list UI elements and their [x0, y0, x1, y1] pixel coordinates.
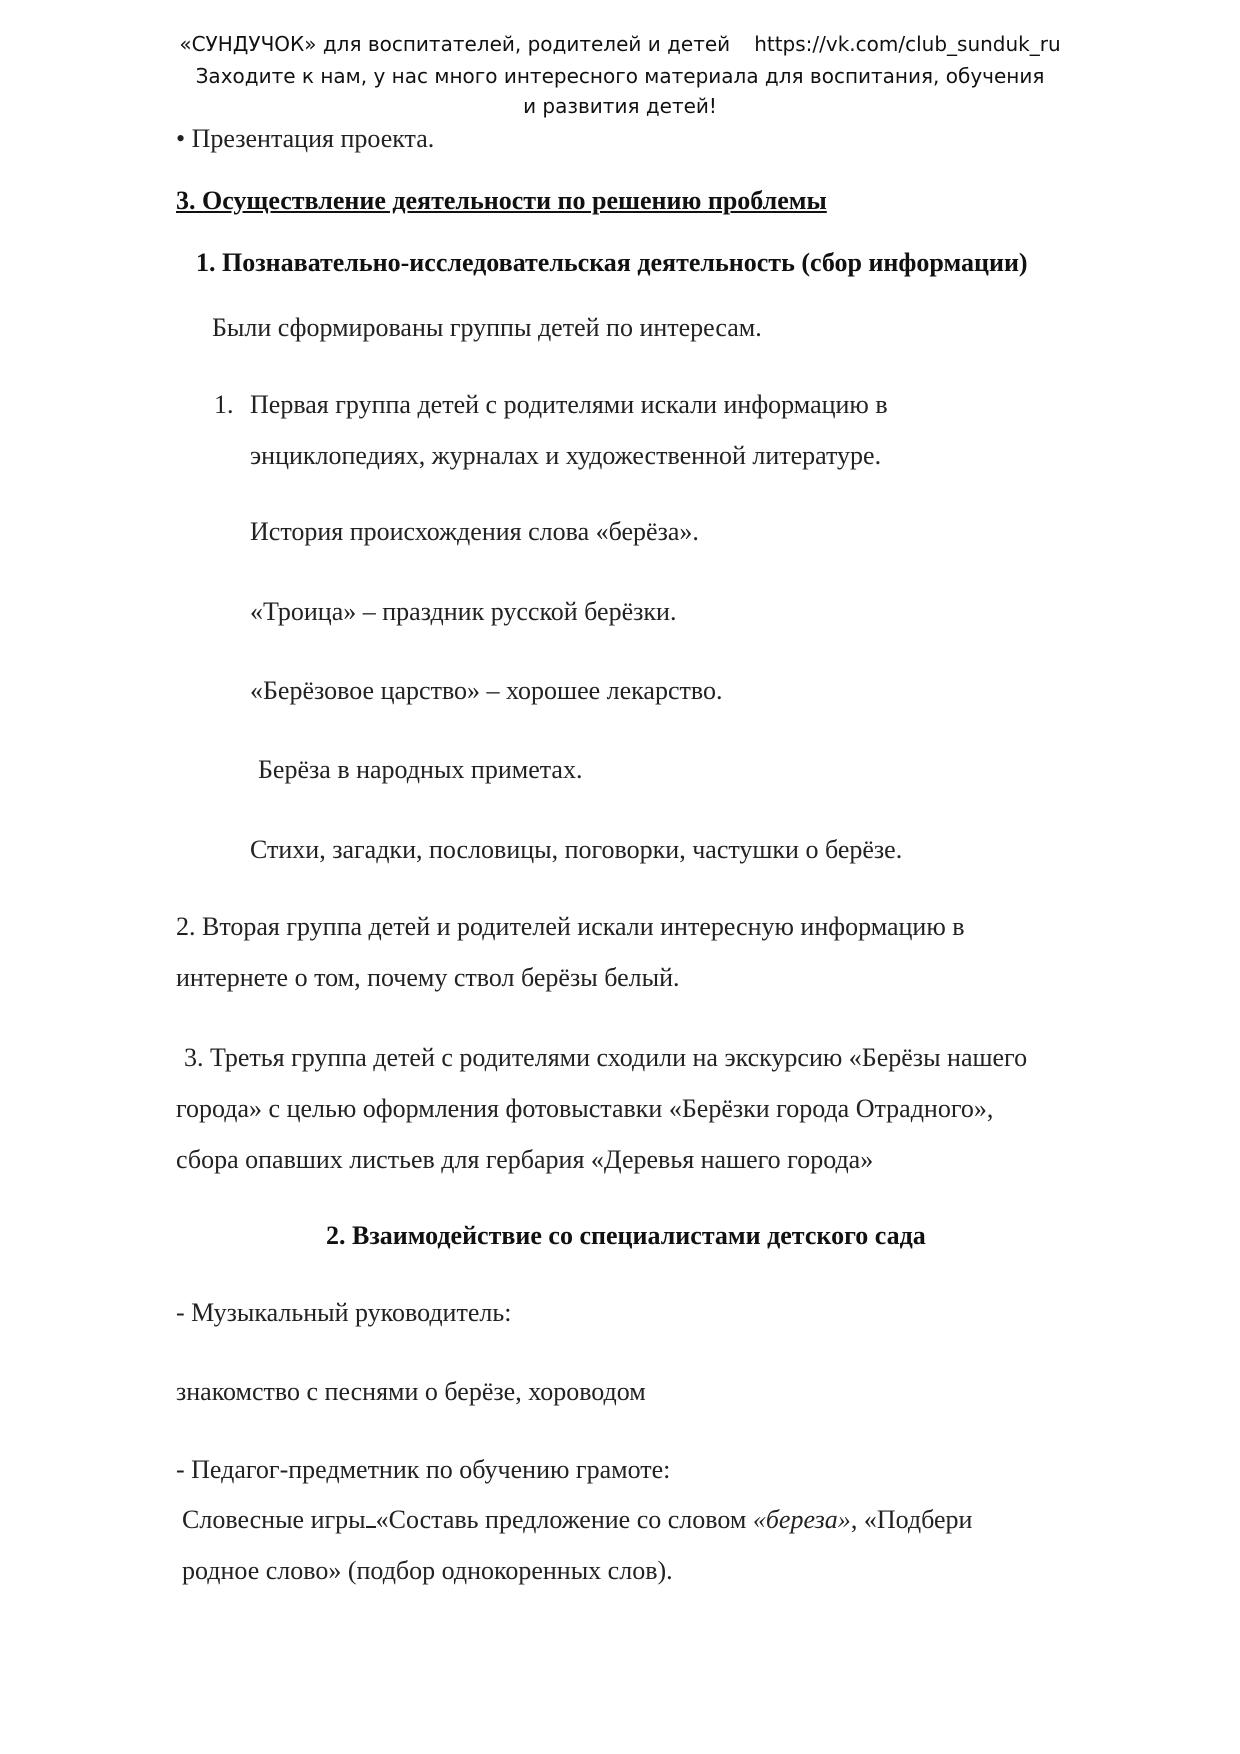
header-line-2: Заходите к нам, у нас много интересного материала для воспитания, обучения	[195, 64, 1045, 88]
topic-item: История происхождения слова «берёза».	[250, 517, 699, 546]
games-line-2: родное слово» (подбор однокоренных слов).	[182, 1556, 673, 1585]
header-line-3: и развития детей!	[523, 94, 717, 118]
header-site-name: «СУНДУЧОК» для воспитателей, родителей и детей	[179, 32, 731, 56]
games-text: «Составь предложение со словом	[375, 1505, 753, 1534]
topic-item: «Троица» – праздник русской берёзки.	[250, 597, 677, 626]
group-1-line-1: Первая группа детей с родителями искали информацию в	[250, 390, 888, 419]
music-text: знакомство с песнями о берёзе, хороводом	[176, 1377, 646, 1406]
topic-item: Стихи, загадки, пословицы, поговорки, частушки о берёзе.	[250, 835, 903, 864]
teacher-head: - Педагог-предметник по обучению грамоте:	[176, 1455, 671, 1484]
group-2-line-2: интернете о том, почему ствол берёзы белый.	[176, 963, 680, 992]
presentation-item: • Презентация проекта.	[176, 124, 435, 153]
group-2-line-1: 2. Вторая группа детей и родителей искали интересную информацию в	[176, 912, 965, 941]
section-3-title: 3. Осуществление деятельности по решению проблемы	[176, 186, 827, 215]
games-italic-word: «береза»	[752, 1505, 851, 1534]
group-3-line-1: 3. Третья группа детей с родителями сходили на экскурсию «Берёзы нашего	[184, 1043, 1028, 1072]
header-line-1	[0, 32, 1240, 56]
music-head: - Музыкальный руководитель:	[176, 1298, 512, 1327]
games-text-end: , «Подбери	[850, 1505, 973, 1534]
subsection-1-title: 1. Познавательно-исследовательская деятельность (сбор информации)	[196, 248, 1028, 277]
games-label: Словесные игры	[182, 1505, 366, 1534]
games-line-1	[182, 1505, 972, 1535]
topic-item: «Берёзовое царство» – хорошее лекарство.	[250, 676, 723, 705]
underline-gap	[366, 1506, 376, 1528]
subsection-2-title: 2. Взаимодействие со специалистами детского сада	[326, 1221, 926, 1250]
groups-intro: Были сформированы группы детей по интересам.	[212, 313, 762, 342]
topic-item: Берёза в народных приметах.	[258, 755, 583, 784]
group-1-number: 1.	[214, 390, 234, 419]
header-link[interactable]: https://vk.com/club_sunduk_ru	[754, 32, 1061, 56]
group-1-line-2: энциклопедиях, журналах и художественной литературе.	[250, 441, 882, 470]
group-3-line-2: города» с целью оформления фотовыставки «Берёзки города Отрадного»,	[176, 1094, 994, 1123]
group-3-line-3: сбора опавших листьев для гербария «Деревья нашего города»	[176, 1145, 874, 1174]
